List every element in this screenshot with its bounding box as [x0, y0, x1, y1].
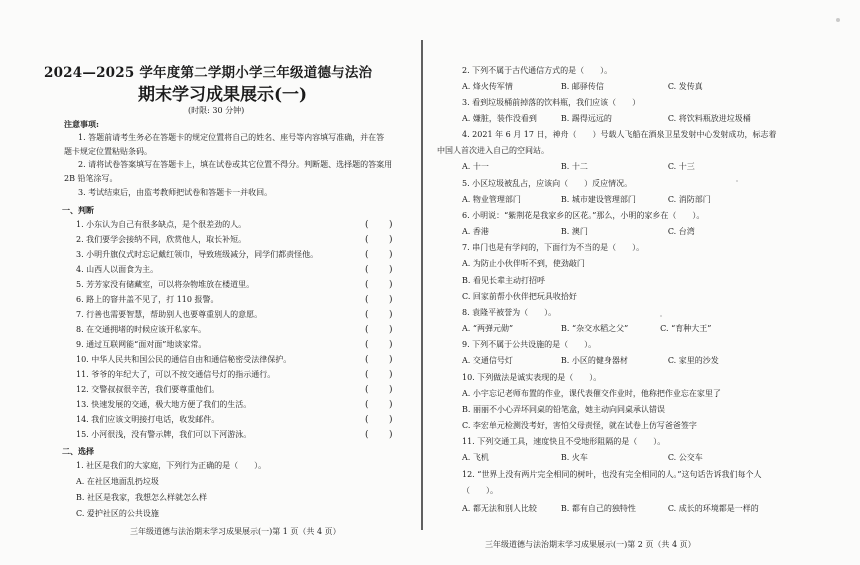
answer-paren-open: (: [365, 235, 369, 245]
judge-item: 1. 小东认为自己有很多缺点，是个很差劲的人。: [76, 220, 247, 229]
scan-speck: [736, 180, 738, 182]
note-line: 3. 考试结束后，由监考教师把试卷和答题卡一并收回。: [78, 188, 273, 197]
answer-paren-close: ): [389, 295, 393, 305]
answer-paren-open: (: [365, 220, 369, 230]
judge-item: 6. 路上的窨井盖不见了，打 110 报警。: [76, 295, 219, 304]
option-line: A. 十一 B. 十二 C. 十三: [462, 162, 695, 171]
choice-question-1: 1. 社区是我们的大家庭，下列行为正确的是（ ）。: [76, 461, 267, 470]
answer-paren-close: ): [389, 370, 393, 380]
page-footer: 三年级道德与法治期末学习成果展示(一)第 1 页（共 4 页）: [130, 527, 341, 536]
answer-paren-close: ): [389, 250, 393, 260]
answer-paren-open: (: [365, 265, 369, 275]
answer-paren-open: (: [365, 340, 369, 350]
option-line: A. 烽火传军情 B. 邮驿传信 C. 发传真: [462, 82, 703, 91]
answer-paren-open: (: [365, 415, 369, 425]
judge-item: 9. 通过互联网能“面对面”地谈家常。: [76, 340, 207, 349]
answer-paren-close: ): [389, 385, 393, 395]
choice-option: B. 社区是我家，我想怎么样就怎么样: [76, 493, 207, 502]
scan-speck: [836, 18, 840, 22]
note-line: 题卡规定位置粘贴条码。: [64, 147, 152, 156]
option-line: A. 都无法和别人比较 B. 都有自己的独特性 C. 成长的环境都是一样的: [462, 504, 759, 513]
option-line: A. 为防止小伙伴听不到，使劲敲门: [462, 259, 585, 268]
judge-item: 12. 交警叔叔很辛苦，我们要尊重他们。: [76, 385, 220, 394]
answer-paren-close: ): [389, 355, 393, 365]
judge-item: 2. 我们要学会接纳不同，欣赏他人，取长补短。: [76, 235, 247, 244]
answer-paren-close: ): [389, 325, 393, 335]
option-line: C. 回家前帮小伙伴把玩具收拾好: [462, 292, 577, 301]
judge-item: 5. 芳芳家没有储藏室，可以将杂物堆放在楼道里。: [76, 280, 255, 289]
exam-time-limit: (时限: 30 分钟): [188, 106, 245, 115]
judge-item: 3. 小明升旗仪式时忘记戴红领巾，导致班级减分，同学们都责怪他。: [76, 250, 319, 259]
question-line: 4. 2021 年 6 月 17 日，神舟（ ）号载人飞船在酒泉卫星发射中心发射成功，标志着: [462, 130, 777, 139]
page-footer: 三年级道德与法治期末学习成果展示(一)第 2 页（共 4 页）: [485, 540, 696, 549]
scan-speck: [660, 315, 662, 317]
answer-paren-open: (: [365, 355, 369, 365]
answer-paren-close: ): [389, 340, 393, 350]
choice-option: A. 在社区地面乱扔垃圾: [76, 477, 159, 486]
note-line: 2B 铅笔涂写。: [64, 174, 118, 183]
judge-item: 8. 在交通拥堵的时候应该开私家车。: [76, 325, 207, 334]
question-line: 8. 袁隆平被誉为（ ）。: [462, 308, 557, 317]
question-line: 2. 下列不属于古代通信方式的是（ ）。: [462, 66, 613, 75]
answer-paren-close: ): [389, 220, 393, 230]
option-line: A. 物业管理部门 B. 城市建设管理部门 C. 消防部门: [462, 195, 711, 204]
judge-item: 13. 快速发展的交通，极大地方便了我们的生活。: [76, 400, 252, 409]
answer-paren-open: (: [365, 295, 369, 305]
note-line: 1. 答题前请考生务必在答题卡的规定位置将自己的姓名、座号等内容填写准确，并在答: [78, 133, 385, 142]
option-line: A. 小宇忘记老师布置的作业，课代表催交作业时，他称把作业忘在家里了: [462, 389, 721, 398]
answer-paren-close: ): [389, 280, 393, 290]
judge-item: 14. 我们应该文明接打电话，收发邮件。: [76, 415, 220, 424]
question-line: 3. 看到垃圾桶前掉落的饮料瓶，我们应该（ ）: [462, 98, 641, 107]
option-line: B. 看见长辈主动打招呼: [462, 276, 545, 285]
option-line: B. 丽丽不小心弄坏同桌的铅笔盒，她主动向同桌承认错误: [462, 405, 665, 414]
exam-title-line2: 期末学习成果展示(一): [138, 85, 308, 105]
exam-title-line1: 2024—2025 学年度第二学期小学三年级道德与法治: [44, 65, 373, 81]
question-line: 9. 下列不属于公共设施的是（ ）。: [462, 340, 597, 349]
answer-paren-close: ): [389, 400, 393, 410]
option-line: A. 嫌脏，装作没看到 B. 踢得远远的 C. 将饮料瓶放进垃圾桶: [462, 114, 751, 123]
notes-heading: 注意事项:: [64, 119, 99, 129]
question-line: 5. 小区垃圾被乱占，应该向（ ）反应情况。: [462, 179, 633, 188]
judge-item: 4. 山西人以面食为主。: [76, 265, 159, 274]
note-line: 2. 请将试卷答案填写在答题卡上，填在试卷或其它位置不得分。判断题、选择题的答案用: [78, 160, 393, 169]
left-page: [0, 0, 425, 565]
question-line: 11. 下列交通工具，速度快且不受地形阻隔的是（ ）。: [462, 437, 666, 446]
answer-paren-open: (: [365, 385, 369, 395]
answer-paren-close: ): [389, 235, 393, 245]
section-choice-heading: 二、选择: [62, 446, 94, 456]
question-line: 中国人首次进入自己的空间站。: [437, 146, 549, 155]
judge-item: 7. 行善也需要智慧，帮助别人也要尊重别人的意愿。: [76, 310, 263, 319]
option-line: C. 李宏单元检测没考好，害怕父母责怪，就在试卷上仿写爸爸签字: [462, 421, 697, 430]
answer-paren-open: (: [365, 280, 369, 290]
judge-item: 15. 小河很浅，没有警示牌，我们可以下河游泳。: [76, 430, 252, 439]
question-line: 10. 下列做法是诚实表现的是（ ）。: [462, 373, 602, 382]
choice-option: C. 爱护社区的公共设施: [76, 509, 159, 518]
answer-paren-close: ): [389, 265, 393, 275]
question-line: 12. “世界上没有两片完全相同的树叶，也没有完全相同的人。”这句话告诉我们每个人: [462, 470, 762, 479]
answer-paren-close: ): [389, 415, 393, 425]
answer-paren-close: ): [389, 430, 393, 440]
option-line: A. 飞机 B. 火车 C. 公交车: [462, 453, 703, 462]
judge-item: 10. 中华人民共和国公民的通信自由和通信秘密受法律保护。: [76, 355, 292, 364]
answer-paren-open: (: [365, 430, 369, 440]
answer-paren-open: (: [365, 325, 369, 335]
answer-paren-open: (: [365, 250, 369, 260]
judge-item: 11. 爷爷的年纪大了，可以不按交通信号灯的指示通行。: [76, 370, 276, 379]
question-line: 6. 小明说：“紫荆花是我家乡的区花。”那么，小明的家乡在（ ）。: [462, 211, 705, 220]
answer-paren-close: ): [389, 310, 393, 320]
section-judge-heading: 一、判断: [62, 205, 94, 215]
option-line: A. 交通信号灯 B. 小区的健身器材 C. 家里的沙发: [462, 356, 719, 365]
option-line: A. 香港 B. 澳门 C. 台湾: [462, 227, 695, 236]
answer-paren-open: (: [365, 310, 369, 320]
right-page: [425, 0, 860, 565]
answer-paren-open: (: [365, 370, 369, 380]
question-line: （ ）。: [462, 486, 498, 495]
option-line: A. “两弹元勋” B. “杂交水稻之父” C. “育种大王”: [462, 324, 712, 333]
answer-paren-open: (: [365, 400, 369, 410]
question-line: 7. 串门也是有学问的，下面行为不当的是（ ）。: [462, 243, 645, 252]
